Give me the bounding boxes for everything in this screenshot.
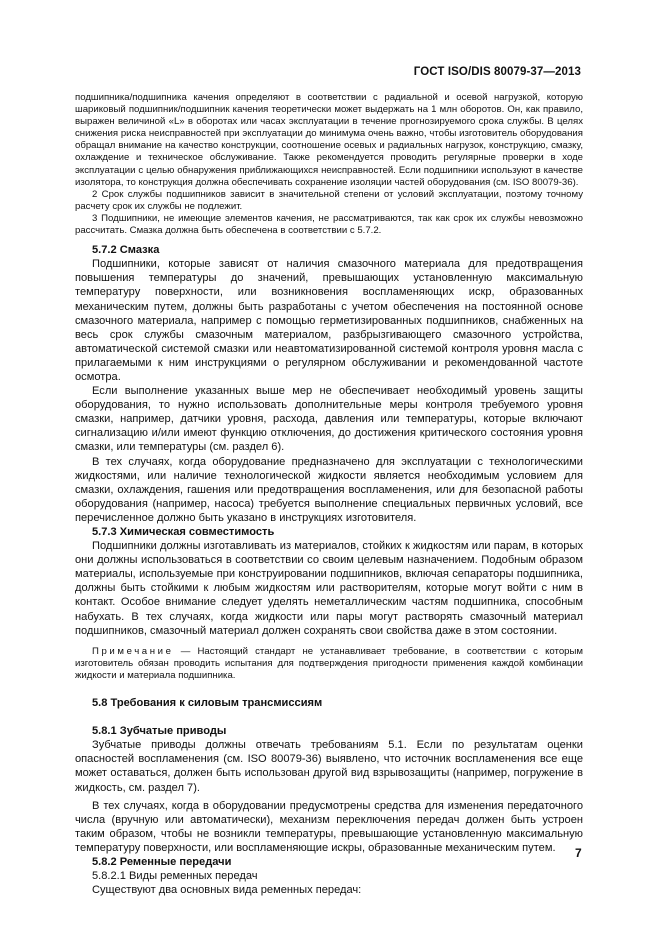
section-5-8-2-heading: 5.8.2 Ременные передачи bbox=[92, 855, 232, 868]
section-5-7-2-para-2: Если выполнение указанных выше мер не обеспечивает необходимый уровень защиты оборудования, то нужно использовать дополнительные меры контроля требуемого уровня смазки, например, датчики уровня, расхода, давления или температуры, которые включают сигнализацию и/или имеют функцию отключения, до достижения критического состояния уровня смазки, или температуры (см. раздел 6). bbox=[75, 385, 583, 454]
section-5-8-2-1-heading: 5.8.2.1 Виды ременных передач bbox=[92, 870, 258, 883]
note-2: 2 Срок службы подшипников зависит в значительной степени от условий эксплуатации, поэтому точному расчету срок их службы не подлежит. bbox=[75, 188, 583, 212]
section-5-8-1-heading: 5.8.1 Зубчатые приводы bbox=[92, 725, 227, 738]
document-header-code: ГОСТ ISO/DIS 80079-37—2013 bbox=[413, 66, 581, 78]
section-5-8-heading: 5.8 Требования к силовым трансмиссиям bbox=[92, 697, 323, 710]
bearing-life-paragraph: подшипника/подшипника качения определяют в соответствии с радиальной и осевой нагрузкой, которую шариковый подшипник/подшипник качения теоретически может выдержать на 1 млн оборотов. Он, как правило, выражен величиной «L» в оборотах или часах эксплуатации в течение прогнозируемого срока службы. В целях снижения риска неисправностей при эксплуатации до минимума очень важно, чтобы изготовитель оборудования обращал внимание на качество конструкции, соотношение осевых и радиальных нагрузок, конструкцию, смазку, охлаждение и техническое обслуживание. Также рекомендуется проводить регулярные проверки в ходе эксплуатации с целью обнаружения приближающихся неисправностей. Если подшипники используют в качестве изолятора, то конструкция должна обеспечивать сохранение изоляции частей оборудования (см. ISO 80079-36). bbox=[75, 92, 583, 188]
section-5-7-3-heading: 5.7.3 Химическая совместимость bbox=[92, 526, 275, 538]
page-number: 7 bbox=[575, 846, 582, 860]
section-5-8-2-1-para: Существуют два основных вида ременных передач: bbox=[92, 884, 362, 897]
section-5-8-1-para-1: Зубчатые приводы должны отвечать требованиям 5.1. Если по результатам оценки опасностей воспламенения (см. ISO 80079-36) выявлено, что источник воспламенения все еще может оставаться, должен быть использован другой вид взрывозащиты (например, погружение в жидкость, см. раздел 7). bbox=[75, 739, 583, 794]
document-body bbox=[75, 92, 583, 897]
section-5-7-2-para-3: В тех случаях, когда оборудование предназначено для эксплуатации с технологическими жидкостями, или наличие технологической жидкости является необходимым условием для смазки, охлаждения, гашения или предотвращения воспламенения, или для безопасной работы оборудования (например, насоса) требуется выполнение специальных первичных условий, все перечисленное должно быть указано в инструкциях изготовителя. bbox=[75, 455, 583, 524]
section-5-8-1-para-2: В тех случаях, когда в оборудовании предусмотрены средства для изменения передаточного числа (вручную или автоматически), механизм переключения передач должен быть устроен таким образом, чтобы не возникли температуры, превышающие установленную максимальную температуру поверхности, или воспламеняющие искры, образованные механическим путем. bbox=[75, 799, 583, 854]
section-5-7-3-note bbox=[75, 646, 583, 682]
section-5-7-2-heading: 5.7.2 Смазка bbox=[92, 244, 160, 257]
note-text: — Настоящий стандарт не устанавливает требование, в соответствии с которым изготовитель обязан проводить испытания для подтверждения пригодности применения каждой комбинации жидкости и материала подшипника. bbox=[75, 645, 583, 681]
note-3: 3 Подшипники, не имеющие элементов качения, не рассматриваются, так как срок их службы невозможно рассчитать. Смазка должна быть обеспечена в соответствии с 5.7.2. bbox=[75, 212, 583, 237]
section-5-7-3-para-1: Подшипники должны изготавливать из материалов, стойких к жидкостям или парам, в которых они должны использоваться в соответствии со своим целевым назначением. Подобным образом материалы, используемые при конструировании подшипников, включая сепараторы подшипника, должны быть стойкими к любым жидкостям или растворителям, которые могут войти с ним в контакт. Особое внимание следует уделять неметаллическим частям подшипника, способным набухать. В тех случаях, когда жидкости или пары могут растворять смазочный материал подшипников, смазочный материал должен сохранять свои свойства даже в этом состоянии. bbox=[75, 540, 583, 637]
note-label: Примечание bbox=[92, 645, 174, 657]
section-5-7-2-para-1: Подшипники, которые зависят от наличия смазочного материала для предотвращения повышения температуры до значений, превышающих установленную максимальную температуру поверхности, или возникновения воспламеняющих искр, образованных механическим путем, должны быть разработаны с учетом обеспечения на постоянной основе смазочного материала, например с помощью герметизированных подшипников, снабженных на весь срок службы смазочным материалом, разбрызгивающего смазочного устройства, автоматической системой смазки или неавтоматизированной системой контроля уровня масла с прилагаемыми к ним инструкциями о регулярном обслуживании и рекомендованной частоте осмотра. bbox=[75, 258, 583, 383]
